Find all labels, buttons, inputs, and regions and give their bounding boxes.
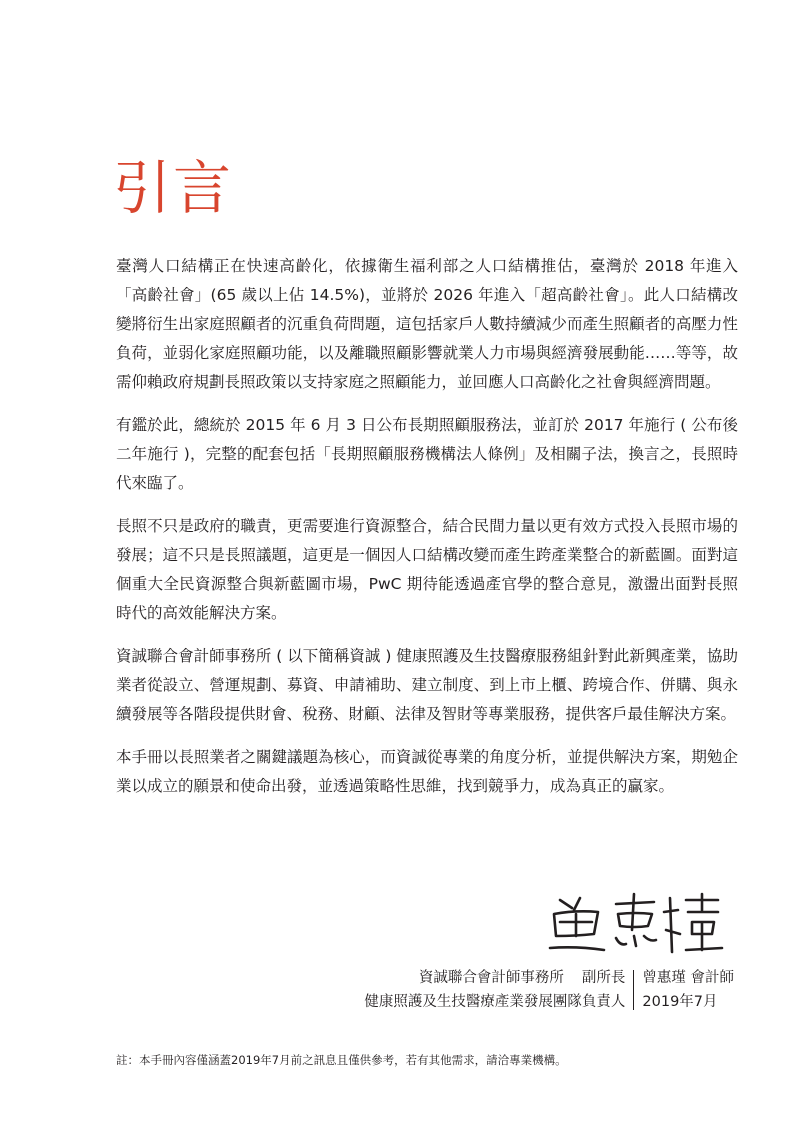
signature-name-date: [634, 966, 734, 1014]
team-line: 健康照護及生技醫療產業發展團隊負責人: [364, 994, 626, 1010]
signer-name: 曾惠瑾 會計師: [642, 970, 734, 986]
signature-block: [364, 966, 734, 1014]
body-text: [116, 252, 738, 815]
position: 副所長: [581, 970, 626, 986]
paragraph-3: 長照不只是政府的職責，更需要進行資源整合，結合民間力量以更有效方式投入長照市場的發展；這不只是長照議題，這更是一個因人口結構改變而產生跨產業整合的新藍圖。面對這個重大全民資源整合與新藍圖市場，PwC 期待能透過產官學的整合意見，激盪出面對長照時代的高效能解決方案。: [116, 517, 738, 622]
paragraph-4: 資誠聯合會計師事務所 ( 以下簡稱資誠 ) 健康照護及生技醫療服務組針對此新興產業，協助業者從設立、營運規劃、募資、申請補助、建立制度、到上市上櫃、跨境合作、併購、與永續發展等各階段提供財會、稅務、財顧、法律及智財等專業服務，提供客戶最佳解決方案。: [116, 647, 738, 723]
org-line: [364, 966, 625, 990]
org-name: 資誠聯合會計師事務所: [418, 970, 564, 986]
paragraph-2: 有鑑於此，總統於 2015 年 6 月 3 日公布長期照顧服務法，並訂於 2017 年施行 ( 公布後二年施行 )，完整的配套包括「長期照顧服務機構法人條例」及相關子法，換言之，長照時代來臨了。: [116, 416, 738, 492]
signature-affiliation: [364, 966, 633, 1014]
handwritten-signature: [546, 890, 726, 960]
paragraph-1: 臺灣人口結構正在快速高齡化，依據衛生福利部之人口結構推估，臺灣於 2018 年進入「高齡社會」(65 歲以上佔 14.5%)，並將於 2026 年進入「超高齡社會」。此人口結構改變將衍生出家庭照顧者的沉重負荷問題，這包括家戶人數持續減少而產生照顧者的高壓力性負荷，並弱化家庭照顧功能，以及離職照顧影響就業人力市場與經濟發展動能……等等，故需仰賴政府規劃長照政策以支持家庭之照顧能力，並回應人口高齡化之社會與經濟問題。: [116, 257, 738, 391]
paragraph-5: 本手冊以長照業者之關鍵議題為核心，而資誠從專業的角度分析，並提供解決方案，期勉企業以成立的願景和使命出發，並透過策略性思維，找到競爭力，成為真正的贏家。: [116, 748, 738, 795]
signature-date: 2019年7月: [642, 994, 718, 1010]
page-title: 引言: [113, 154, 234, 222]
footnote: 註：本手冊內容僅涵蓋2019年7月前之訊息且僅供參考，若有其他需求，請洽專業機構。: [116, 1053, 567, 1067]
